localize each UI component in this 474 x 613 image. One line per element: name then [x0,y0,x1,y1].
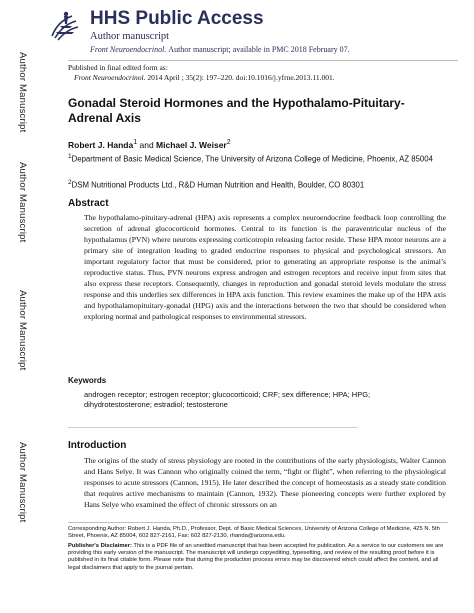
affiliation [68,178,448,191]
publisher-disclaimer [68,543,448,572]
abstract-heading: Abstract [68,198,109,209]
article-title: Gonadal Steroid Hormones and the Hypothalamo-Pituitary-Adrenal Axis [68,96,405,125]
edited-label: Published in final edited form as: [68,63,168,72]
keywords-text: androgen receptor; estrogen receptor; glucocorticoid; CRF; sex difference; HPA; HPG; dihydrotestosterone; estradiol; testosterone [84,390,371,409]
affiliation [68,152,448,165]
affiliation-text: DSM Nutritional Products Ltd., R&D Human Nutrition and Health, Boulder, CO 80301 [71,180,365,190]
author-name: Robert J. Handa [68,139,134,150]
citation-line [68,73,335,83]
keywords-heading: Keywords [68,376,107,385]
author-conj: and [137,139,157,150]
sidebar-label: Author Manuscript [17,290,28,371]
author-name: Michael J. Weiser [156,139,227,150]
availability-text: Author manuscript; available in PMC 2018 February 07. [168,45,350,54]
author-sup: 2 [226,138,231,146]
sidebar-label: Author Manuscript [17,162,28,243]
journal-name: Front Neuroendocrinol. [90,45,167,54]
keywords-divider [68,427,358,428]
header [46,6,474,64]
hhs-title: HHS Public Access [90,8,264,29]
introduction-text: The origins of the study of stress physiology are rooted in the contributions of the early physiologists, Walter Cannon and Hans Selye. It was Cannon who originally coined the term, “fight or flight”, when referring to the physiological responses to acute stressors (Cannon, 1915). He later described the concept of homeostasis as a steady state condition that requires active mechanisms to maintain (Cannon, 1932). These pioneering concepts were further explored by Hans Selye who examined the effect of chronic stressors on an [84,456,446,509]
sidebar [0,0,34,613]
affiliation-sup: 1 [68,153,72,160]
author-sup: 1 [133,138,138,146]
authors [68,138,231,150]
introduction-heading: Introduction [68,440,127,451]
edited-form [68,63,335,83]
disclaimer-text: This is a PDF file of an unedited manuscript that has been accepted for publication. As a service to our customers we are providing this early version of the manuscript. The manuscript will undergo copyediting, typesetting, and review of the resulting proof before it is published in its final citable form. Please note that during the production process errors may be discovered which could affect the content, and all legal disclaimers that apply to the journal pertain. [68,543,444,571]
sidebar-label: Author Manuscript [17,442,28,523]
disclaimer-label: Publisher's Disclaimer: [68,543,132,549]
abstract-text: The hypothalamo-pituitary-adrenal (HPA) axis represents a complex neuroendocrine feedback loop controlling the secretion of adrenal glucocorticoid hormones. Central to its function is the paraventricular nucleus of the hypothalamus (PVN) where neurons expressing corticotropin releasing factor reside. These HPA motor neurons are a primary site of integration leading to graded endocrine responses to physical and psychological stressors. An important regulatory factor that must be considered, prior to generating an appropriate response is the animal’s reproductive status. Thus, PVN neurons express androgen and estrogen receptors and receive input from sites that also express these receptors. Consequently, changes in reproduction and gonadal steroid levels modulate the stress response and this underlies sex differences in HPA axis function. This review examines the make up of the HPA axis and hypothalamopituitary-gonadal (HPG) axis and the interactions between the two that should be considered when exploring normal and pathological responses to environmental stressors. [84,213,446,321]
citation-journal: Front Neuroendocrinol. [74,73,146,82]
correspondence-note: Corresponding Author: Robert J. Handa, Ph.D., Professor, Dept. of Basic Medical Sciences, University of Arizona College of Medicine, 425 N. 5th Street, Phoenix, AZ 85004, 602 827-2161, Fax: 602 827-2130, rhanda@arizona.edu. [68,526,440,540]
sidebar-label: Author Manuscript [17,52,28,133]
footnote-divider [68,522,448,523]
affiliation-text: Department of Basic Medical Science, The University of Arizona College of Medicine, Phoenix, AZ 85004 [71,154,433,164]
manuscript-type: Author manuscript [90,31,170,42]
availability-line [90,45,350,54]
citation-details: 2014 April ; 35(2): 197–220. doi:10.1016/j.yfrne.2013.11.001. [147,73,335,82]
header-divider [68,60,458,61]
affiliation-sup: 2 [68,179,72,186]
hhs-logo-icon [46,6,84,46]
